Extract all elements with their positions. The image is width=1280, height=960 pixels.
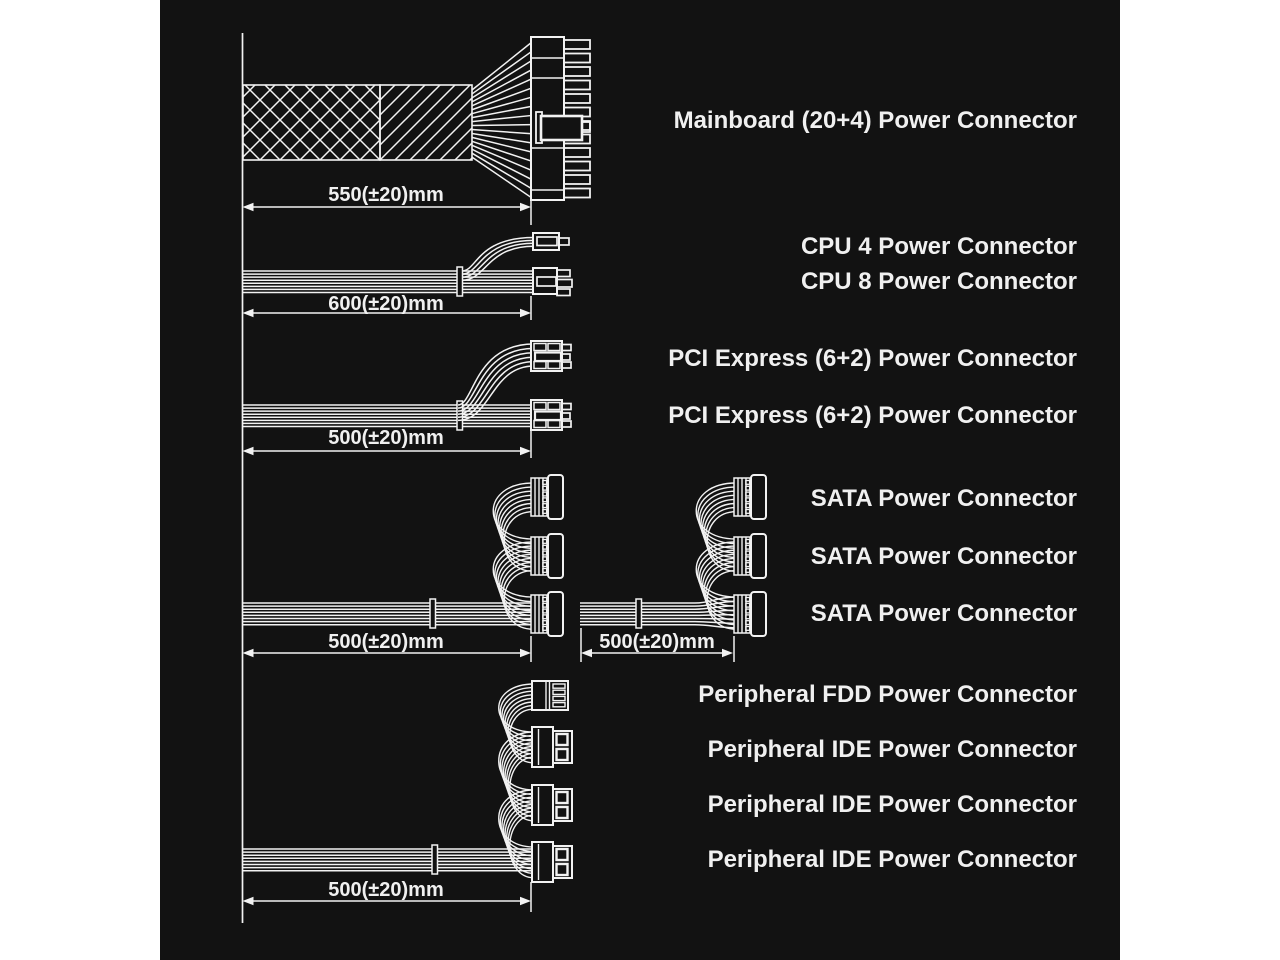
label-sata-connector-1: SATA Power Connector [810, 485, 1077, 512]
dimension-label-cpu: 600(±20)mm [328, 293, 444, 315]
dimension-label-sata-2: 500(±20)mm [599, 631, 715, 653]
label-fdd-connector: Peripheral FDD Power Connector [698, 681, 1077, 708]
label-mainboard-connector: Mainboard (20+4) Power Connector [673, 107, 1077, 134]
label-pcie-connector-2: PCI Express (6+2) Power Connector [668, 402, 1077, 429]
label-sata-connector-3: SATA Power Connector [810, 600, 1077, 627]
label-ide-connector-1: Peripheral IDE Power Connector [707, 736, 1077, 763]
peripheral-cable-drawing [242, 681, 572, 905]
label-cpu8-connector: CPU 8 Power Connector [800, 268, 1077, 295]
label-sata-connector-2: SATA Power Connector [810, 543, 1077, 570]
dimension-label-sata-1: 500(±20)mm [328, 631, 444, 653]
sata-cable-1-drawing [242, 475, 563, 657]
label-ide-connector-2: Peripheral IDE Power Connector [707, 791, 1077, 818]
dimension-label-pcie: 500(±20)mm [328, 427, 444, 449]
label-cpu4-connector: CPU 4 Power Connector [800, 233, 1077, 260]
dimension-label-mainboard: 550(±20)mm [328, 184, 444, 206]
label-ide-connector-3: Peripheral IDE Power Connector [707, 846, 1077, 873]
dimension-label-peripheral: 500(±20)mm [328, 879, 444, 901]
sata-cable-2-drawing [580, 475, 766, 657]
label-pcie-connector-1: PCI Express (6+2) Power Connector [668, 345, 1077, 372]
baseline-and-extension-lines [243, 33, 735, 923]
